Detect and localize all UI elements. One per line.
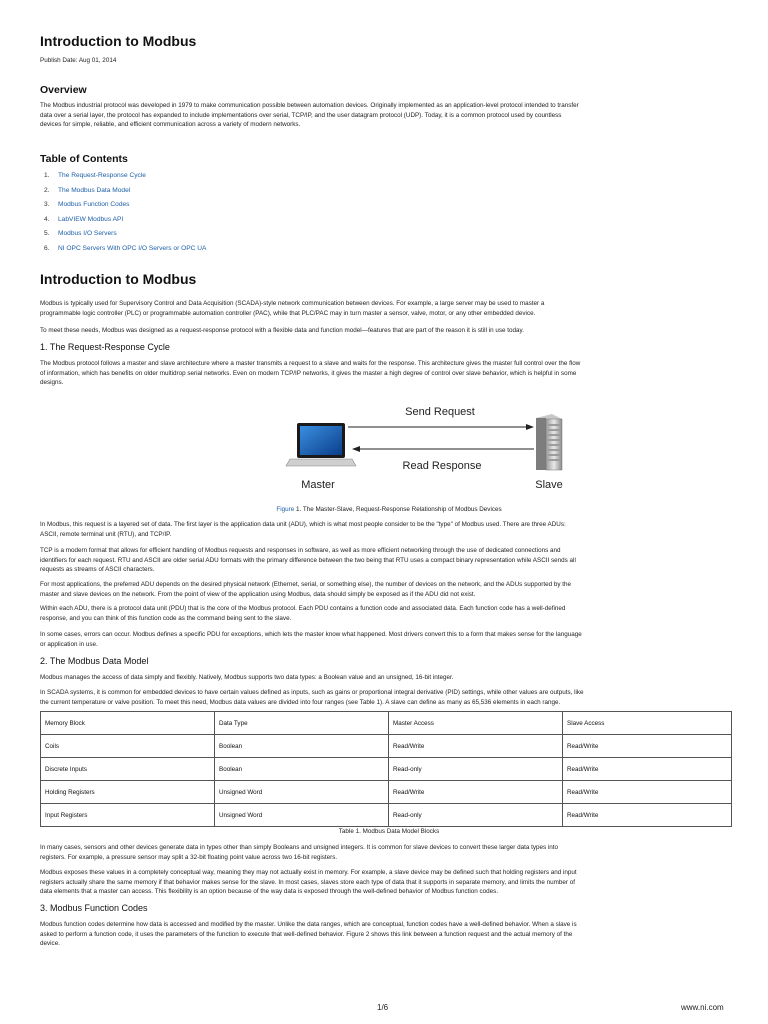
send-request-arrow bbox=[348, 424, 534, 430]
figure-link[interactable]: Figure bbox=[276, 506, 295, 513]
table-header-row bbox=[41, 712, 732, 735]
server-icon bbox=[536, 414, 562, 470]
table-cell: Boolean bbox=[215, 758, 389, 781]
section-2-paragraph-3: In many cases, sensors and other devices generate data in types other than simply Booleans and unsigned integers. It is common for slave devices to convert these larger data types into registers. For example, a pressure sensor may split a 32-bit floating point value across two 16-bit registers. bbox=[40, 844, 559, 861]
send-request-label: Send Request bbox=[405, 406, 475, 418]
section-1-paragraph-2: In Modbus, this request is a layered set of data. The first layer is the application data unit (ADU), which is what most people consider to be the "type" of Modbus used. There are three ADUs: ASCII, remote terminal unit (RTU), and TCP/IP. bbox=[40, 521, 566, 538]
table-cell: Read/Write bbox=[563, 758, 732, 781]
document-title: Introduction to Modbus bbox=[40, 33, 197, 49]
table-row bbox=[41, 758, 732, 781]
section-3-heading: 3. Modbus Function Codes bbox=[40, 903, 148, 913]
table-cell: Read/Write bbox=[563, 735, 732, 758]
table-header-cell: Master Access bbox=[389, 712, 563, 735]
table-1-caption: Table 1. Modbus Data Model Blocks bbox=[338, 828, 440, 835]
section-1-paragraph-3: TCP is a modern format that allows for efficient handling of Modbus requests and responses in software, as well as more efficient networking through the use of dedicated connections and identifiers for each request. RTU and ASCII are older serial ADU formats with the primary difference between the two being that RTU uses a compact binary representation while ASCII sends all requests as streams of ASCII characters. bbox=[40, 547, 576, 574]
table-cell: Read/Write bbox=[563, 804, 732, 827]
toc-link[interactable]: NI OPC Servers With OPC I/O Servers or OPC UA bbox=[58, 244, 207, 252]
table-cell: Discrete Inputs bbox=[41, 758, 215, 781]
table-cell: Coils bbox=[41, 735, 215, 758]
intro-paragraph-2: To meet these needs, Modbus was designed as a request-response protocol with a flexible data and function model—features that are part of the reason it is still in use today. bbox=[40, 327, 524, 334]
table-header-cell: Memory Block bbox=[41, 712, 215, 735]
section-2-paragraph-4: Modbus exposes these values in a completely conceptual way, meaning they may not actually exist in memory. For example, a slave device may be defined such that holding registers and input registers actually share the same memory if that behavior makes sense for the slave. In most cases, slaves store each type of data that it supports in separate memory, and limits the number of data elements that a master can access. This flexibility is an option because of the way data is exposed through the well-defined behavior of Modbus function codes. bbox=[40, 869, 577, 896]
table-header-cell: Data Type bbox=[215, 712, 389, 735]
overview-paragraph: The Modbus industrial protocol was developed in 1979 to make communication possible between automation devices. Originally implemented as an application-level protocol intended to transfer data over a serial layer, the protocol has expanded to include implementations over serial, TCP/IP, and the user datagram protocol (UDP). Today, it is a common protocol used by countless devices for simple, reliable, and efficient communication across a variety of modern networks. bbox=[40, 102, 579, 129]
table-cell: Read-only bbox=[389, 758, 563, 781]
table-cell: Read/Write bbox=[389, 735, 563, 758]
toc-item[interactable]: 2. The Modbus Data Model bbox=[44, 186, 131, 194]
overview-heading: Overview bbox=[40, 84, 87, 96]
section-2-paragraph-2: In SCADA systems, it is common for embedded devices to have certain values defined as inputs, such as gains or proportional integral derivative (PID) settings, while other values are outputs, like the current temperature or valve position. To meet this need, Modbus data values are divided into four ranges (see Table 1). A slave can define as many as 65,536 elements in each range. bbox=[40, 689, 584, 706]
toc-link[interactable]: LabVIEW Modbus API bbox=[58, 215, 124, 223]
table-cell: Read/Write bbox=[563, 781, 732, 804]
table-cell: Boolean bbox=[215, 735, 389, 758]
toc-item[interactable]: 3. Modbus Function Codes bbox=[44, 201, 130, 208]
section-1-heading: 1. The Request-Response Cycle bbox=[40, 342, 170, 352]
footer-site-link[interactable]: www.ni.com bbox=[681, 1003, 724, 1012]
section-1-paragraph-6: In some cases, errors can occur. Modbus defines a specific PDU for exceptions, which lets the master know what happened. Most drivers convert this to a form that makes sense for the language or application in use. bbox=[40, 631, 582, 648]
section-2-paragraph-1: Modbus manages the access of data simply and flexibly. Natively, Modbus supports two data types: a Boolean value and an unsigned, 16-bit integer. bbox=[40, 674, 454, 681]
toc-link[interactable]: Modbus I/O Servers bbox=[58, 230, 117, 237]
table-cell: Input Registers bbox=[41, 804, 215, 827]
toc-item[interactable]: 6. NI OPC Servers With OPC I/O Servers or OPC UA bbox=[44, 244, 207, 252]
section-2-heading: 2. The Modbus Data Model bbox=[40, 656, 149, 666]
figure-1-caption: Figure 1. The Master-Slave, Request-Response Relationship of Modbus Devices bbox=[276, 506, 502, 513]
toc-link[interactable]: Modbus Function Codes bbox=[58, 201, 130, 208]
table-cell: Read-only bbox=[389, 804, 563, 827]
toc-item[interactable]: 5. Modbus I/O Servers bbox=[44, 230, 117, 237]
master-slave-figure bbox=[240, 398, 580, 498]
slave-label: Slave bbox=[535, 479, 563, 491]
table-header-cell: Slave Access bbox=[563, 712, 732, 735]
table-row bbox=[41, 735, 732, 758]
section-1-paragraph-4: For most applications, the preferred ADU depends on the desired physical network (Ethernet, serial, or something else), the number of devices on the network, and the ADUs supported by the master and slave devices on the network. From the point of view of the application using Modbus, data should simply be exposed as if the ADU did not exist. bbox=[40, 581, 571, 598]
table-cell: Unsigned Word bbox=[215, 804, 389, 827]
publish-date: Publish Date: Aug 01, 2014 bbox=[40, 57, 117, 64]
read-response-label: Read Response bbox=[402, 460, 482, 472]
read-response-arrow bbox=[352, 446, 534, 452]
intro-paragraph-1: Modbus is typically used for Supervisory Control and Data Acquisition (SCADA)-style network communication between devices. For example, a large server may be used to master a programmable logic controller (PLC) or programmable automation controller (PAC), while that PLC/PAC may in turn master a sensor, valve, motor, or any other embedded device. bbox=[40, 300, 545, 317]
laptop-icon bbox=[286, 423, 356, 466]
section-1-paragraph-1: The Modbus protocol follows a master and slave architecture where a master transmits a request to a slave and waits for the response. This architecture gives the master full control over the flow of information, which has benefits on older multidrop serial networks. Even on modern TCP/IP networks, it gives the master a high degree of control over slave behavior, which is helpful in some designs. bbox=[40, 360, 581, 387]
intro-heading: Introduction to Modbus bbox=[40, 271, 197, 287]
section-3-paragraph-1: Modbus function codes determine how data is accessed and modified by the master. Unlike the data ranges, which are conceptual, function codes have a well-defined behavior. When a slave is asked to perform a function code, it uses the parameters of the function to execute that well-defined behavior. Figure 2 shows this link between a function request and the actual memory of the device. bbox=[40, 921, 577, 948]
table-row bbox=[41, 781, 732, 804]
toc-item[interactable]: 1. The Request-Response Cycle bbox=[44, 172, 146, 179]
toc-link[interactable]: The Modbus Data Model bbox=[58, 186, 131, 194]
table-cell: Holding Registers bbox=[41, 781, 215, 804]
page-number: 1/6 bbox=[377, 1003, 389, 1012]
table-row bbox=[41, 804, 732, 827]
master-label: Master bbox=[301, 479, 335, 491]
section-1-paragraph-5: Within each ADU, there is a protocol data unit (PDU) that is the core of the Modbus protocol. Each PDU contains a function code and associated data. Each function code has a well-defined response, and you can think of this function code as the command being sent to the slave. bbox=[40, 605, 566, 622]
toc-heading: Table of Contents bbox=[40, 153, 128, 165]
data-model-table bbox=[40, 711, 732, 827]
toc-link[interactable]: The Request-Response Cycle bbox=[58, 172, 146, 179]
table-cell: Read/Write bbox=[389, 781, 563, 804]
table-cell: Unsigned Word bbox=[215, 781, 389, 804]
table-of-contents bbox=[44, 169, 206, 256]
toc-item[interactable]: 4. LabVIEW Modbus API bbox=[44, 215, 124, 223]
